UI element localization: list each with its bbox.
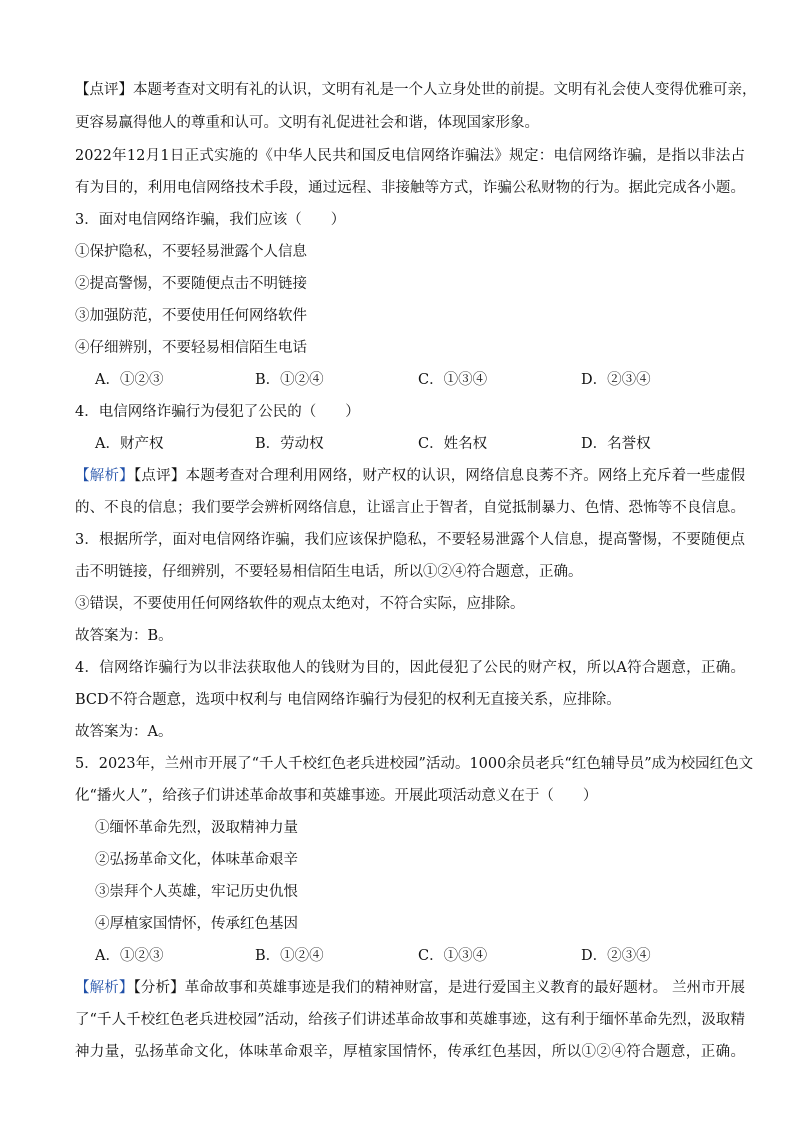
- analysis-tag: 【解析】: [75, 980, 134, 996]
- explanation-line-8: BCD不符合题意，选项中权利与 电信网络诈骗行为侵犯的权利无直接关系，应排除。: [75, 692, 621, 708]
- question-3-option-c: C．①③④: [418, 372, 488, 388]
- explanation-line-4: 击不明链接，仔细辨别，不要轻易相信陌生电话，所以①②④符合题意，正确。: [75, 564, 583, 580]
- question-3-statement-1: ①保护隐私，不要轻易泄露个人信息: [75, 244, 307, 260]
- explanation-line-2: 的、不良的信息；我们要学会辨析网络信息，让谣言止于智者，自觉抵制暴力、色情、恐怖等不良信息。: [75, 500, 745, 516]
- answer-q4: 故答案为：A。: [75, 724, 173, 740]
- comment-tag: 【点评】: [133, 468, 186, 484]
- question-5-statement-2: ②弘扬革命文化，体味革命艰辛: [95, 852, 298, 868]
- question-3-statement-4: ④仔细辨别，不要轻易相信陌生电话: [75, 340, 307, 356]
- comment-tag: 【点评】: [75, 82, 133, 98]
- question-4-option-b: B．劳动权: [255, 436, 324, 452]
- question-5-option-d: D．②③④: [581, 948, 651, 964]
- question-5-option-c: C．①③④: [418, 948, 488, 964]
- analysis-tag: 【解析】: [75, 468, 134, 484]
- material-line-2: 有为目的，利用电信网络技术手段，通过远程、非接触等方式，诈骗公私财物的行为。据此完成各小题。: [75, 180, 745, 196]
- question-4-option-a: A．财产权: [95, 436, 164, 452]
- material-line-1: 2022年12月1日正式实施的《中华人民共和国反电信网络诈骗法》规定：电信网络诈骗，是指以非法占: [75, 148, 745, 164]
- analysis-sub-tag: 【分析】: [133, 980, 185, 996]
- explanation-line-1: 【解析】【点评】本题考查对合理利用网络，财产权的认识，网络信息良莠不齐。网络上充斥着一些虚假: [75, 468, 746, 484]
- question-5-statement-1: ①缅怀革命先烈，汲取精神力量: [95, 820, 298, 836]
- question-5-statement-3: ③崇拜个人英雄，牢记历史仇恨: [95, 884, 298, 900]
- answer-q3: 故答案为：B。: [75, 628, 173, 644]
- explanation-line-7: 4．信网络诈骗行为以非法获取他人的钱财为目的，因此侵犯了公民的财产权，所以A符合题意，正确。: [75, 660, 745, 676]
- analysis-line-2: 了“千人千校红色老兵进校园”活动，给孩子们讲述革命故事和英雄事迹，这有利于缅怀革命先烈，汲取精: [75, 1012, 745, 1028]
- question-3-statement-2: ②提高警惕，不要随便点击不明链接: [75, 276, 307, 292]
- question-5-statement-4: ④厚植家国情怀，传承红色基因: [95, 916, 298, 932]
- explanation-line-3: 3．根据所学，面对电信网络诈骗，我们应该保护隐私，不要轻易泄露个人信息，提高警惕，不要随便点: [75, 532, 745, 548]
- question-3-statement-3: ③加强防范，不要使用任何网络软件: [75, 308, 307, 324]
- question-3-option-b: B．①②④: [255, 372, 324, 388]
- explanation-line-5: ③错误，不要使用任何网络软件的观点太绝对，不符合实际，应排除。: [75, 596, 525, 612]
- question-5-option-b: B．①②④: [255, 948, 324, 964]
- question-5-stem-1: 5．2023年，兰州市开展了“千人千校红色老兵进校园”活动。1000余员老兵“红色辅导员”成为校园红色文: [75, 756, 754, 772]
- comment-line-1: 【点评】本题考查对文明有礼的认识，文明有礼是一个人立身处世的前提。文明有礼会使人变得优雅可亲，: [75, 82, 757, 98]
- question-4-stem: 4．电信网络诈骗行为侵犯了公民的（ ）: [75, 404, 360, 420]
- analysis-line-1: 【解析】【分析】革命故事和英雄事迹是我们的精神财富，是进行爱国主义教育的最好题材。 兰州市开展: [75, 980, 746, 996]
- analysis-line-3: 神力量，弘扬革命文化，体味革命艰辛，厚植家国情怀，传承红色基因，所以①②④符合题意，正确。: [75, 1044, 745, 1060]
- question-3-stem: 3．面对电信网络诈骗，我们应该（ ）: [75, 212, 346, 228]
- comment-line-2: 更容易赢得他人的尊重和认可。文明有礼促进社会和谐，体现国家形象。: [75, 115, 539, 131]
- question-4-option-c: C．姓名权: [418, 436, 488, 452]
- question-3-option-d: D．②③④: [581, 372, 651, 388]
- question-5-option-a: A．①②③: [95, 948, 164, 964]
- question-4-option-d: D．名誉权: [581, 436, 651, 452]
- question-5-stem-2: 化“播火人”，给孩子们讲述革命故事和英雄事迹。开展此项活动意义在于（ ）: [75, 788, 598, 804]
- question-3-option-a: A．①②③: [95, 372, 164, 388]
